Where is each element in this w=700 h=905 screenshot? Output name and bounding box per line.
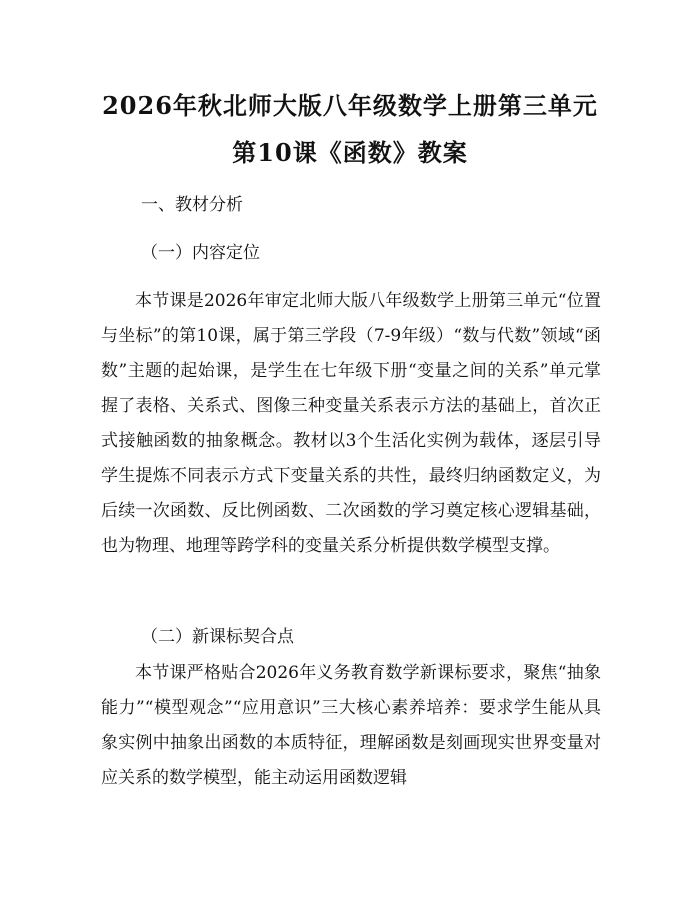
subsection-heading-content-position: （一）内容定位: [141, 243, 260, 263]
section-heading-textbook-analysis: 一、教材分析: [141, 195, 243, 215]
document-title-line-2: 第10课《函数》教案: [232, 138, 468, 167]
document-title-line-1: 2026年秋北师大版八年级数学上册第三单元: [102, 91, 598, 120]
subsection-heading-curriculum-alignment: （二）新课标契合点: [141, 627, 294, 647]
paragraph-content-position: 本节课是2026年审定北师大版八年级数学上册第三单元“位置与坐标”的第10课，属于第三学段（7-9年级）“数与代数”领域“函数”主题的起始课，是学生在七年级下册“变量之间的关系”单元掌握了表格、关系式、图像三种变量关系表示方法的基础上，首次正式接触函数的抽象概念。教材以3个生活化实例为载体，逐层引导学生提炼不同表示方式下变量关系的共性，最终归纳函数定义，为后续一次函数、反比例函数、二次函数的学习奠定核心逻辑基础，也为物理、地理等跨学科的变量关系分析提供数学模型支撑。: [101, 291, 601, 556]
paragraph-curriculum-alignment: 本节课严格贴合2026年义务教育数学新课标要求，聚焦“抽象能力”“模型观念”“应用意识”三大核心素养培养：要求学生能从具象实例中抽象出函数的本质特征，理解函数是刻画现实世界变量对应关系的数学模型，能主动运用函数逻辑: [101, 663, 601, 788]
